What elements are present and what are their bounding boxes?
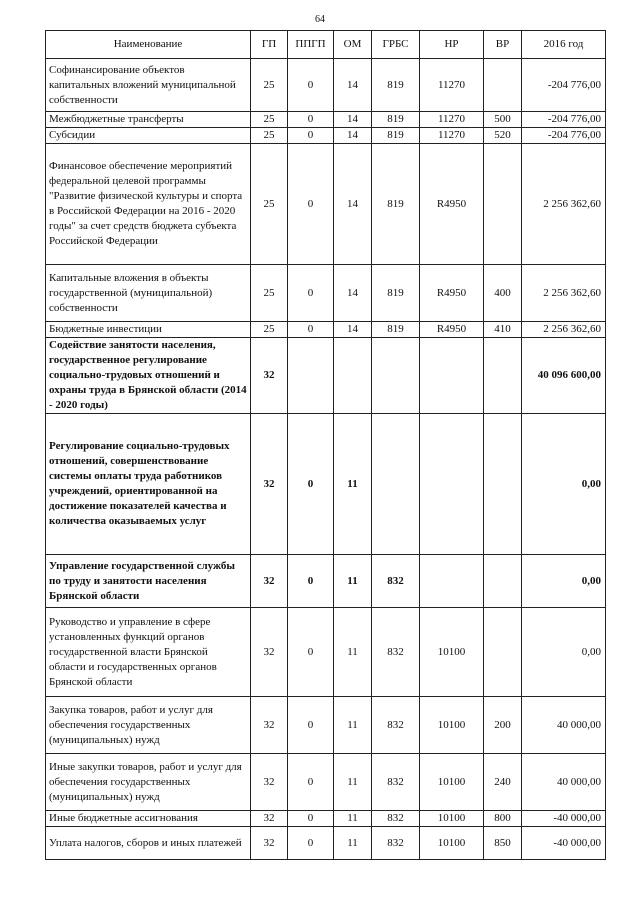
cell-grbs: 832 <box>372 555 420 608</box>
table-row <box>46 128 606 144</box>
cell-amount: 2 256 362,60 <box>522 265 606 322</box>
cell-gp: 32 <box>251 338 288 414</box>
cell-grbs: 832 <box>372 608 420 697</box>
cell-vr: 400 <box>484 265 522 322</box>
cell-amount: 40 000,00 <box>522 697 606 754</box>
cell-vr <box>484 144 522 265</box>
table-row <box>46 811 606 827</box>
table-row <box>46 322 606 338</box>
header-nr: НР <box>420 31 484 59</box>
cell-amount: -40 000,00 <box>522 811 606 827</box>
cell-ppgp: 0 <box>288 128 334 144</box>
cell-ppgp: 0 <box>288 414 334 555</box>
cell-nr: 10100 <box>420 608 484 697</box>
cell-name: Субсидии <box>46 128 251 144</box>
cell-grbs: 832 <box>372 827 420 860</box>
cell-nr <box>420 555 484 608</box>
cell-om: 11 <box>334 827 372 860</box>
cell-ppgp: 0 <box>288 827 334 860</box>
header-ppgp: ППГП <box>288 31 334 59</box>
cell-nr <box>420 338 484 414</box>
cell-ppgp: 0 <box>288 144 334 265</box>
cell-om: 14 <box>334 128 372 144</box>
cell-amount: 2 256 362,60 <box>522 322 606 338</box>
header-gp: ГП <box>251 31 288 59</box>
cell-grbs <box>372 338 420 414</box>
cell-nr: R4950 <box>420 265 484 322</box>
cell-ppgp: 0 <box>288 555 334 608</box>
cell-name: Софинансирование объектов капитальных вложений муниципальной собственности <box>46 59 251 112</box>
cell-amount: -40 000,00 <box>522 827 606 860</box>
cell-om: 14 <box>334 59 372 112</box>
cell-om: 11 <box>334 414 372 555</box>
cell-nr: 10100 <box>420 697 484 754</box>
cell-vr <box>484 414 522 555</box>
cell-gp: 32 <box>251 608 288 697</box>
cell-name: Уплата налогов, сборов и иных платежей <box>46 827 251 860</box>
cell-vr <box>484 608 522 697</box>
table-row <box>46 827 606 860</box>
cell-nr: 10100 <box>420 811 484 827</box>
cell-ppgp: 0 <box>288 608 334 697</box>
cell-grbs: 819 <box>372 322 420 338</box>
header-om: ОМ <box>334 31 372 59</box>
cell-nr: 11270 <box>420 112 484 128</box>
cell-ppgp: 0 <box>288 322 334 338</box>
cell-name: Руководство и управление в сфере установленных функций органов государственной власти Брянской области и государственных органов Брянской области <box>46 608 251 697</box>
cell-nr: R4950 <box>420 322 484 338</box>
cell-amount: -204 776,00 <box>522 128 606 144</box>
cell-om <box>334 338 372 414</box>
cell-gp: 32 <box>251 754 288 811</box>
cell-gp: 25 <box>251 128 288 144</box>
cell-amount: 0,00 <box>522 555 606 608</box>
cell-nr: 10100 <box>420 754 484 811</box>
cell-ppgp <box>288 338 334 414</box>
cell-name: Иные бюджетные ассигнования <box>46 811 251 827</box>
cell-nr: 10100 <box>420 827 484 860</box>
cell-vr <box>484 59 522 112</box>
cell-grbs <box>372 414 420 555</box>
cell-name: Закупка товаров, работ и услуг для обеспечения государственных (муниципальных) нужд <box>46 697 251 754</box>
cell-ppgp: 0 <box>288 59 334 112</box>
cell-nr: 11270 <box>420 128 484 144</box>
cell-gp: 32 <box>251 697 288 754</box>
cell-ppgp: 0 <box>288 811 334 827</box>
cell-vr <box>484 555 522 608</box>
cell-vr: 500 <box>484 112 522 128</box>
cell-name: Капитальные вложения в объекты государственной (муниципальной) собственности <box>46 265 251 322</box>
cell-amount: -204 776,00 <box>522 112 606 128</box>
cell-om: 14 <box>334 322 372 338</box>
header-name: Наименование <box>46 31 251 59</box>
table-row <box>46 144 606 265</box>
cell-gp: 25 <box>251 112 288 128</box>
cell-om: 11 <box>334 754 372 811</box>
cell-grbs: 832 <box>372 697 420 754</box>
cell-om: 14 <box>334 112 372 128</box>
cell-gp: 32 <box>251 827 288 860</box>
table-row <box>46 555 606 608</box>
header-vr: ВР <box>484 31 522 59</box>
page-number: 64 <box>315 14 325 25</box>
cell-om: 11 <box>334 555 372 608</box>
cell-name: Иные закупки товаров, работ и услуг для обеспечения государственных (муниципальных) нужд <box>46 754 251 811</box>
cell-vr: 800 <box>484 811 522 827</box>
cell-gp: 25 <box>251 59 288 112</box>
cell-gp: 25 <box>251 322 288 338</box>
table-row <box>46 59 606 112</box>
cell-ppgp: 0 <box>288 697 334 754</box>
cell-amount: -204 776,00 <box>522 59 606 112</box>
cell-grbs: 819 <box>372 112 420 128</box>
table-row <box>46 338 606 414</box>
cell-grbs: 819 <box>372 128 420 144</box>
cell-grbs: 832 <box>372 811 420 827</box>
cell-gp: 25 <box>251 144 288 265</box>
table-row <box>46 754 606 811</box>
cell-vr: 200 <box>484 697 522 754</box>
cell-ppgp: 0 <box>288 754 334 811</box>
cell-nr: 11270 <box>420 59 484 112</box>
cell-om: 11 <box>334 697 372 754</box>
cell-ppgp: 0 <box>288 112 334 128</box>
cell-name: Финансовое обеспечение мероприятий федеральной целевой программы "Развитие физической культуры и спорта в Российской Федерации на 2016 - 2020 годы" за счет средств бюджета субъекта Российской Федерации <box>46 144 251 265</box>
table-row <box>46 265 606 322</box>
cell-name: Содействие занятости населения, государственное регулирование социально-трудовых отношений и охраны труда в Брянской области (2014 - 2020 годы) <box>46 338 251 414</box>
cell-amount: 0,00 <box>522 608 606 697</box>
cell-grbs: 819 <box>372 144 420 265</box>
cell-om: 11 <box>334 608 372 697</box>
cell-vr: 520 <box>484 128 522 144</box>
cell-ppgp: 0 <box>288 265 334 322</box>
cell-nr: R4950 <box>420 144 484 265</box>
header-amount: 2016 год <box>522 31 606 59</box>
header-grbs: ГРБС <box>372 31 420 59</box>
cell-amount: 40 096 600,00 <box>522 338 606 414</box>
cell-amount: 0,00 <box>522 414 606 555</box>
table-row <box>46 608 606 697</box>
cell-vr: 240 <box>484 754 522 811</box>
cell-om: 14 <box>334 265 372 322</box>
cell-name: Регулирование социально-трудовых отношений, совершенствование системы оплаты труда работников учреждений, ориентированной на достижение показателей качества и количества оказываемых услуг <box>46 414 251 555</box>
table-row <box>46 414 606 555</box>
cell-gp: 25 <box>251 265 288 322</box>
cell-gp: 32 <box>251 555 288 608</box>
cell-om: 11 <box>334 811 372 827</box>
cell-name: Управление государственной службы по труду и занятости населения Брянской области <box>46 555 251 608</box>
cell-nr <box>420 414 484 555</box>
table-body <box>46 59 606 860</box>
budget-table <box>45 30 606 860</box>
cell-name: Межбюджетные трансферты <box>46 112 251 128</box>
cell-grbs: 819 <box>372 265 420 322</box>
cell-vr: 410 <box>484 322 522 338</box>
cell-vr: 850 <box>484 827 522 860</box>
cell-gp: 32 <box>251 811 288 827</box>
cell-om: 14 <box>334 144 372 265</box>
cell-grbs: 819 <box>372 59 420 112</box>
table-row <box>46 112 606 128</box>
cell-amount: 40 000,00 <box>522 754 606 811</box>
cell-vr <box>484 338 522 414</box>
table-row <box>46 697 606 754</box>
cell-amount: 2 256 362,60 <box>522 144 606 265</box>
cell-gp: 32 <box>251 414 288 555</box>
cell-name: Бюджетные инвестиции <box>46 322 251 338</box>
header-row <box>46 31 606 59</box>
cell-grbs: 832 <box>372 754 420 811</box>
